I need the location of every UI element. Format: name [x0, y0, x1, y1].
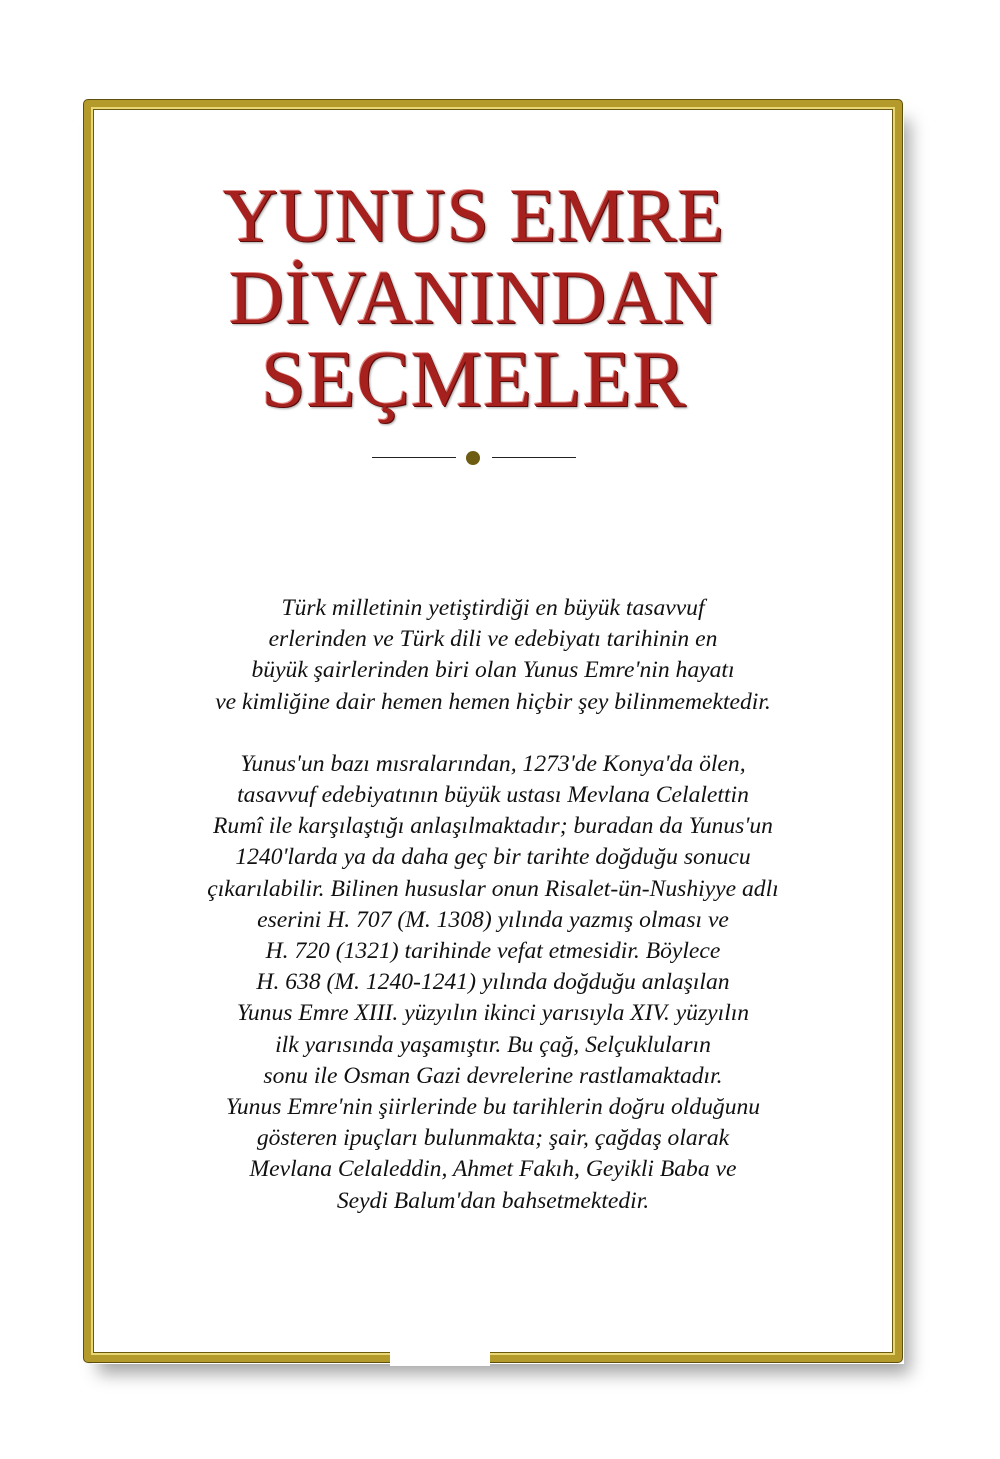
text-line: erlerinden ve Türk dili ve edebiyatı tarihinin en: [268, 626, 718, 653]
paragraph-2: [120, 749, 866, 1217]
title-divider: [372, 448, 576, 468]
text-line: 1240'larda ya da daha geç bir tarihte doğduğu sonucu: [235, 844, 751, 871]
text-line: Seydi Balum'dan bahsetmektedir.: [336, 1187, 650, 1214]
text-line: sonu ile Osman Gazi devrelerine rastlamaktadır.: [263, 1062, 723, 1089]
text-line: H. 638 (M. 1240-1241) yılında doğduğu anlaşılan: [256, 969, 730, 996]
title-line-2: DİVANINDAN: [229, 256, 719, 340]
divider-rule-left: [372, 457, 456, 458]
title-line-1: YUNUS EMRE: [223, 174, 725, 258]
divider-rule-right: [492, 457, 576, 458]
text-line: gösteren ipuçları bulunmakta; şair, çağdaş olarak: [256, 1125, 730, 1152]
divider-dot-icon: [466, 451, 480, 465]
text-line: tasavvuf edebiyatının büyük ustası Mevlana Celalettin: [237, 782, 749, 809]
text-line: H. 720 (1321) tarihinde vefat etmesidir. Böylece: [265, 938, 721, 965]
text-line: Yunus'un bazı mısralarından, 1273'de Konya'da ölen,: [240, 750, 746, 777]
frame-bottom-gap: [390, 1350, 490, 1366]
text-line: ve kimliğine dair hemen hemen hiçbir şey bilinmemektedir.: [215, 688, 771, 715]
intro-text: [120, 593, 866, 1217]
text-line: Türk milletinin yetiştirdiği en büyük tasavvuf: [281, 595, 705, 621]
text-line: büyük şairlerinden biri olan Yunus Emre'nin hayatı: [251, 657, 735, 684]
text-line: Rumî ile karşılaştığı anlaşılmaktadır; buradan da Yunus'un: [213, 813, 773, 840]
page-title: [84, 174, 864, 424]
text-line: eserini H. 707 (M. 1308) yılında yazmış olması ve: [257, 906, 729, 933]
text-line: ilk yarısında yaşamıştır. Bu çağ, Selçukluların: [275, 1031, 711, 1058]
text-line: Yunus Emre'nin şiirlerinde bu tarihlerin doğru olduğunu: [225, 1094, 761, 1121]
text-line: çıkarılabilir. Bilinen hususlar onun Risalet-ün-Nushiyye adlı: [207, 875, 779, 902]
paragraph-1: [120, 593, 866, 718]
title-line-3: SEÇMELER: [261, 336, 687, 424]
text-line: Yunus Emre XIII. yüzyılın ikinci yarısıyla XIV. yüzyılın: [236, 1000, 750, 1027]
text-line: Mevlana Celaleddin, Ahmet Fakıh, Geyikli Baba ve: [249, 1156, 737, 1183]
